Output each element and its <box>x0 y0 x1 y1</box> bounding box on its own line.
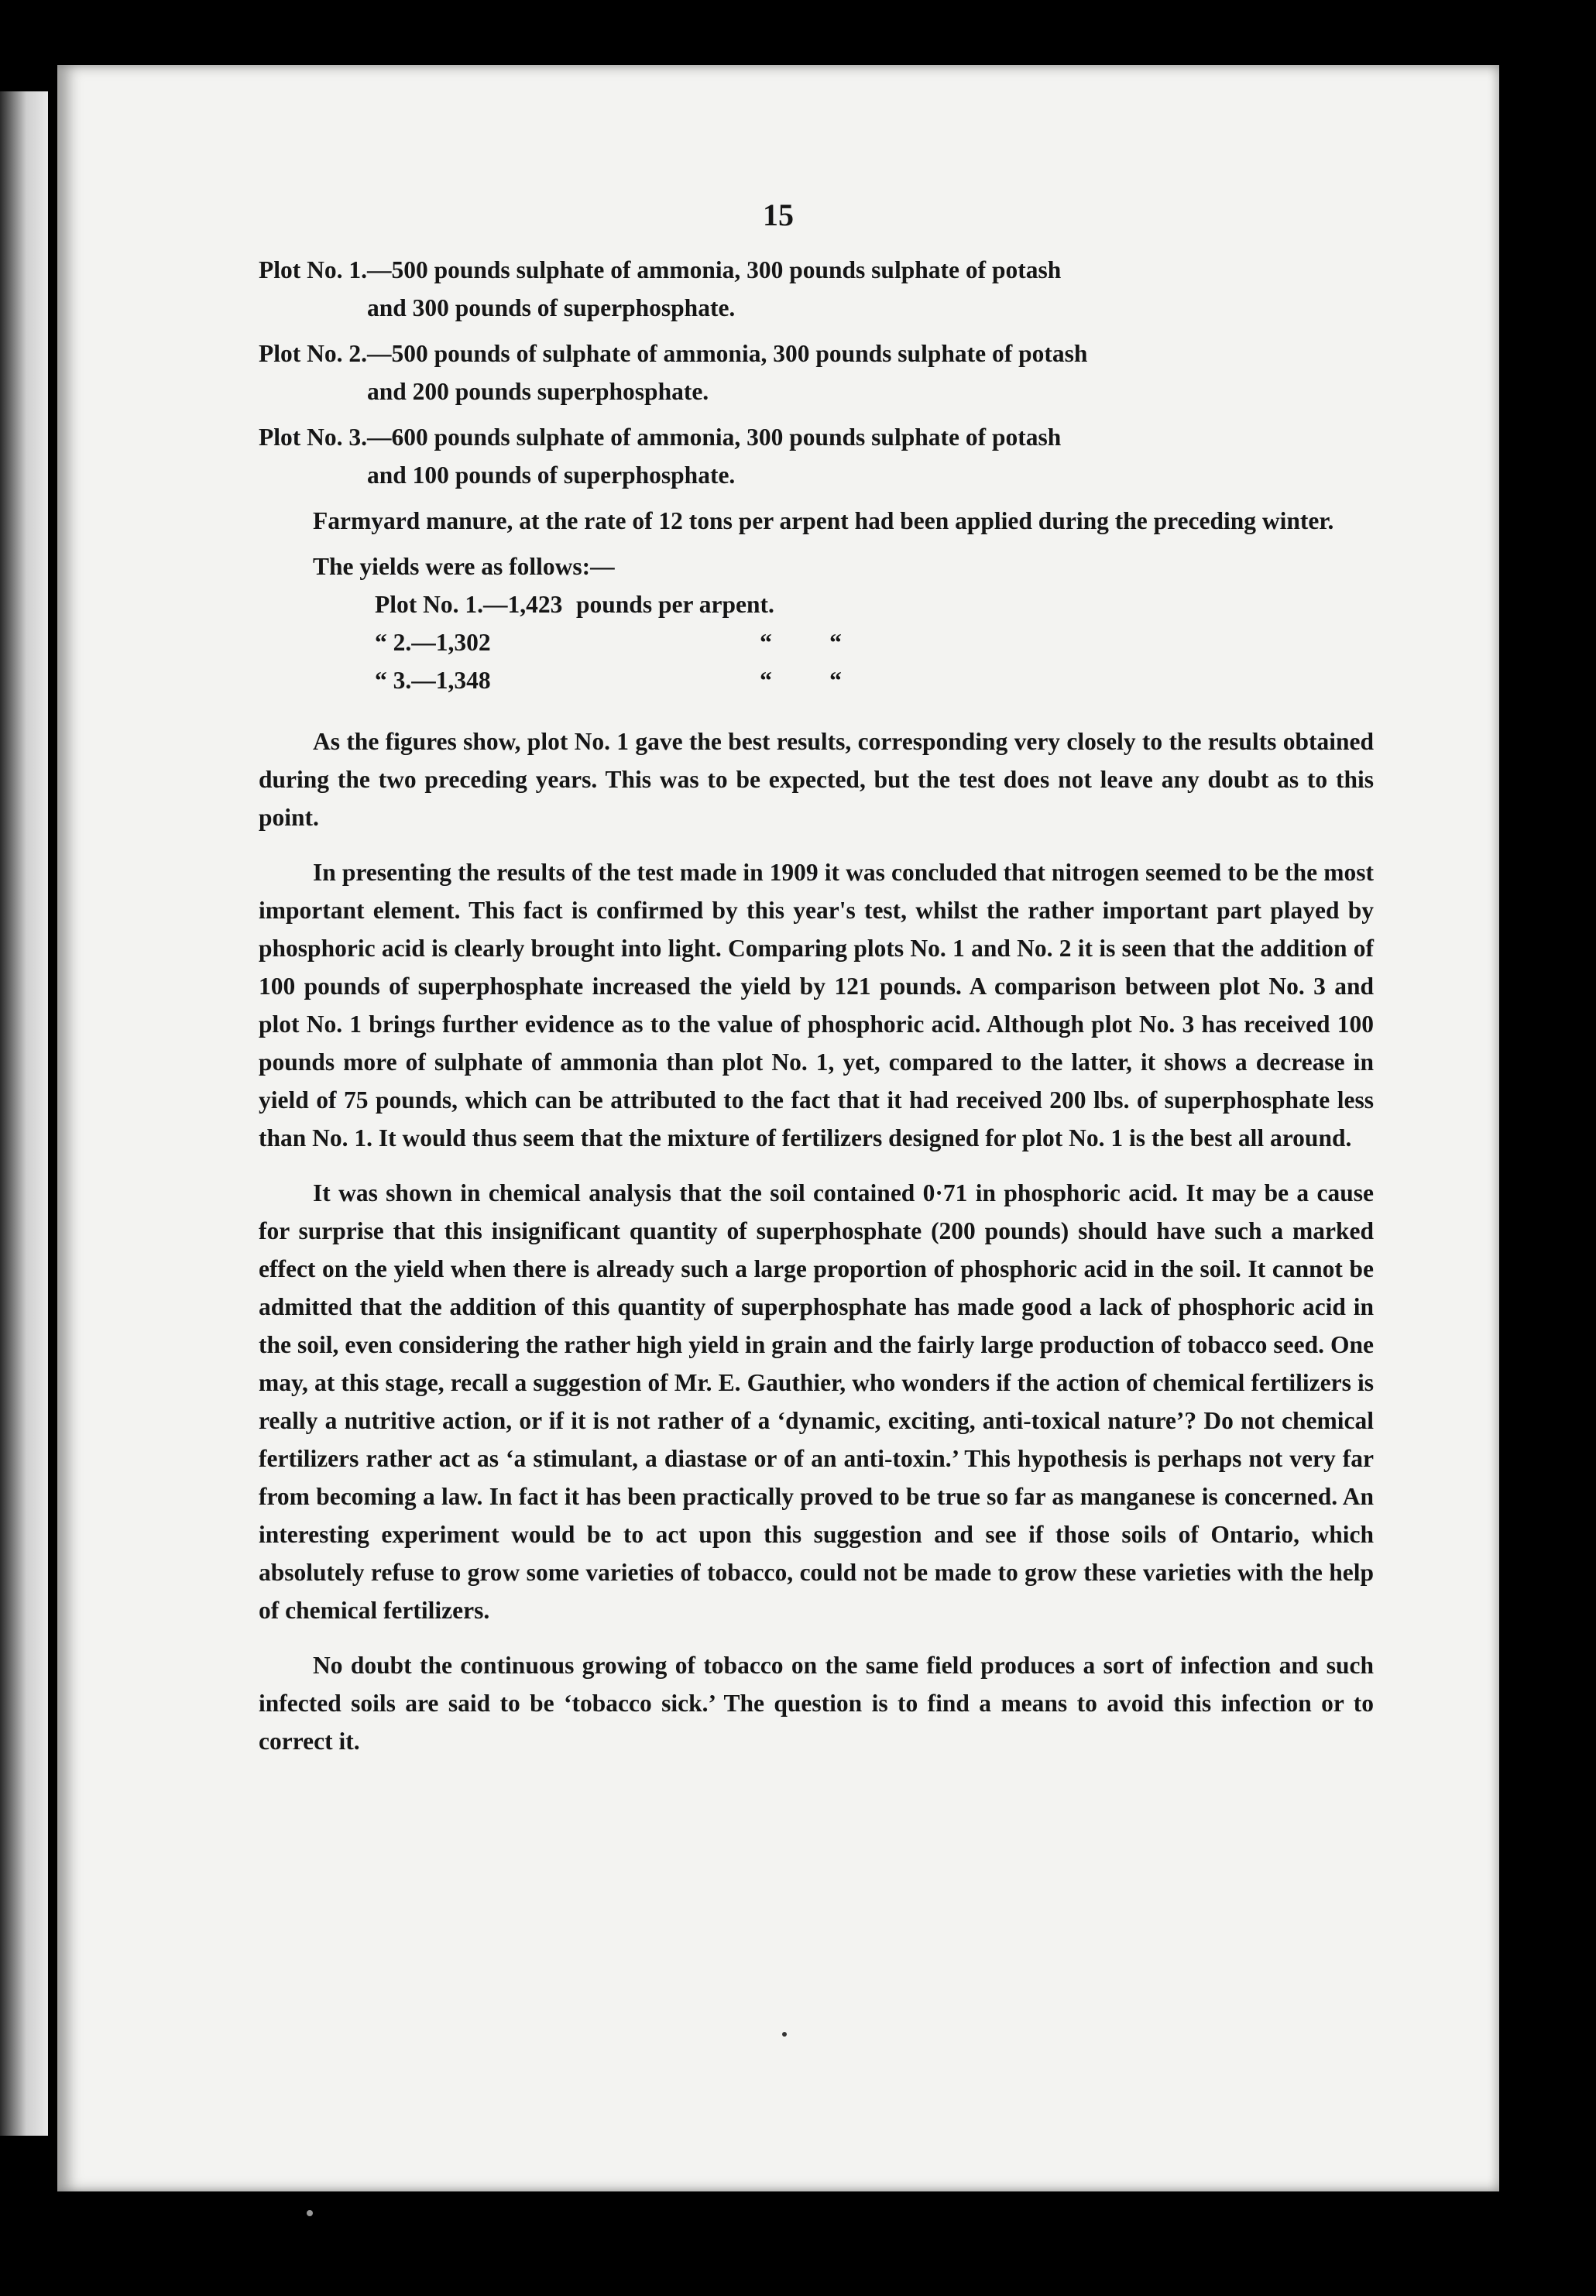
yield-unit: pounds per arpent. <box>576 591 774 618</box>
yields-intro: The yields were as follows:— <box>313 553 615 580</box>
plot-entry-lead: Plot No. 2.—500 pounds of sulphate of ammonia, 300 pounds sulphate of potash <box>259 340 1088 367</box>
plot-entry <box>259 335 1374 410</box>
plot-entry-continuation: and 200 pounds superphosphate. <box>367 378 709 405</box>
specks-mark <box>307 2210 313 2216</box>
paragraph: No doubt the continuous growing of tobacco on the same field produces a sort of infection and such infected soils are said to be ‘tobacco sick.’ The question is to find a means to avoid this infection or to correct it. <box>259 1652 1374 1755</box>
plot-entry-lead: Plot No. 1.—500 pounds sulphate of ammonia, 300 pounds sulphate of potash <box>259 256 1062 283</box>
yield-row <box>375 623 1374 661</box>
manure-note: Farmyard manure, at the rate of 12 tons per arpent had been applied during the preceding winter. <box>313 507 1334 534</box>
yield-label: “ 3.—1,348 <box>375 667 491 694</box>
plot-entry <box>259 418 1374 494</box>
yields-table <box>375 585 1374 699</box>
plot-entry-continuation: and 300 pounds of superphosphate. <box>367 294 736 321</box>
paragraph: In presenting the results of the test made in 1909 it was concluded that nitrogen seemed to be the most important element. This fact is confirmed by this year's test, whilst the rather important part played by phosphoric acid is clearly brought into light. Comparing plots No. 1 and No. 2 it is seen that the addition of 100 pounds of superphosphate increased the yield by 121 pounds. A comparison between plot No. 3 and plot No. 1 brings further evidence as to the value of phosphoric acid. Although plot No. 3 has received 100 pounds more of sulphate of ammonia than plot No. 1, yet, compared to the latter, it shows a decrease in yield of 75 pounds, which can be attributed to the fact that it had received 200 lbs. of superphosphate less than No. 1. It would thus seem that the mixture of fertilizers designed for plot No. 1 is the best all around. <box>259 859 1374 1151</box>
yield-label: Plot No. 1.—1,423 <box>375 591 563 618</box>
document-page <box>57 65 1499 2191</box>
paragraph: It was shown in chemical analysis that the soil contained 0·71 in phosphoric acid. It may be a cause for surprise that this insignificant quantity of superphosphate (200 pounds) should have such a marked effect on the yield when there is already such a large proportion of phosphoric acid in the soil. It cannot be admitted that the addition of this quantity of superphosphate has made good a lack of phosphoric acid in the soil, even considering the rather high yield in grain and the fairly large production of tobacco seed. One may, at this stage, recall a suggestion of Mr. E. Gauthier, who wonders if the action of chemical fertilizers is really a nutritive action, or if it is not rather of a ‘dynamic, exciting, anti-toxical nature’? Do not chemical fertilizers rather act as ‘a stimulant, a diastase or of an anti-toxin.’ This hypothesis is perhaps not very far from becoming a law. In fact it has been practically proved to be true so far as manganese is concerned. An interesting experiment would be to act upon this suggestion and see if those soils of Ontario, which absolutely refuse to grow some varieties of tobacco, could not be made to grow these varieties with the help of chemical fertilizers. <box>259 1179 1374 1624</box>
ditto-mark: “ <box>829 629 842 656</box>
plot-entry-lead: Plot No. 3.—600 pounds sulphate of ammonia, 300 pounds sulphate of potash <box>259 424 1062 451</box>
page-number: 15 <box>763 197 794 232</box>
yield-row <box>375 585 1374 623</box>
page-body <box>259 251 1374 1760</box>
previous-page-edge <box>0 91 48 2136</box>
yield-label: “ 2.—1,302 <box>375 629 491 656</box>
paragraph: As the figures show, plot No. 1 gave the best results, corresponding very closely to the results obtained during the two preceding years. This was to be expected, but the test does not leave any doubt as to this point. <box>259 728 1374 831</box>
yield-row <box>375 661 1374 699</box>
ditto-mark: “ <box>760 629 772 656</box>
ditto-mark: “ <box>760 667 772 694</box>
specks-mark <box>782 2032 787 2037</box>
plot-entry-continuation: and 100 pounds of superphosphate. <box>367 462 736 489</box>
ditto-mark: “ <box>829 667 842 694</box>
plot-entry <box>259 251 1374 327</box>
